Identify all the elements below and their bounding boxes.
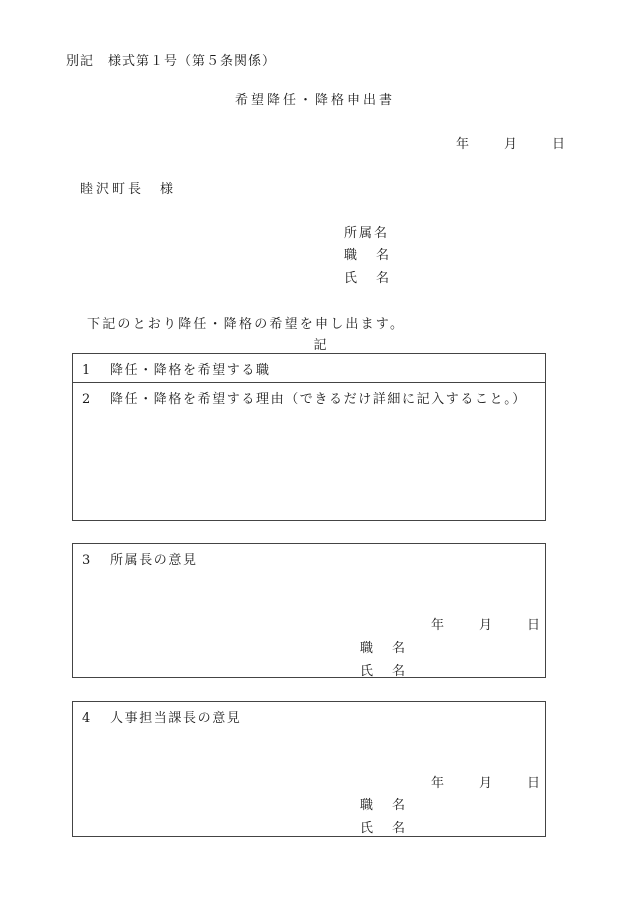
item-number: 1 <box>82 363 92 378</box>
name-label-char-2: 名 <box>392 664 406 679</box>
post-label <box>344 244 389 263</box>
item-number: 2 <box>82 392 92 407</box>
hr-manager-opinion-box <box>72 701 546 837</box>
item-reason <box>82 388 527 407</box>
item-number: 3 <box>82 553 92 568</box>
affiliation-label: 所属名 <box>344 226 390 241</box>
post-label-char-1: 職 <box>360 798 374 813</box>
name-label-char-1: 氏 <box>360 821 374 836</box>
addressee: 睦沢町長 様 <box>80 182 177 197</box>
name-label <box>344 267 389 286</box>
date-year-label: 年 <box>431 776 445 791</box>
date-month-label: 月 <box>504 137 518 152</box>
desired-post-and-reason-box <box>72 353 546 521</box>
opinion-date <box>431 614 540 633</box>
date-day-label: 日 <box>552 137 566 152</box>
date-month-label: 月 <box>479 618 493 633</box>
date-year-label: 年 <box>456 137 470 152</box>
item-hr-manager-opinion <box>82 707 241 726</box>
post-label-char-1: 職 <box>344 248 358 263</box>
date-day-label: 日 <box>527 618 541 633</box>
post-label-char-2: 名 <box>392 798 406 813</box>
form-reference: 別記 様式第１号（第５条関係） <box>66 54 277 69</box>
name-label-char-1: 氏 <box>360 664 374 679</box>
post-label-char-2: 名 <box>376 248 390 263</box>
opinion-date <box>431 772 540 791</box>
name-label-char-2: 名 <box>376 271 390 286</box>
document-title: 希望降任・降格申出書 <box>234 93 395 108</box>
item-desired-post <box>82 359 271 378</box>
name-label <box>360 817 405 836</box>
submission-date <box>456 133 565 152</box>
post-label <box>360 794 405 813</box>
post-label <box>360 637 405 656</box>
ki-heading: 記 <box>313 338 327 353</box>
item-label: 所属長の意見 <box>110 553 198 568</box>
item-label: 降任・降格を希望する理由（できるだけ詳細に記入すること。） <box>110 392 527 407</box>
intro-statement: 下記のとおり降任・降格の希望を申し出ます。 <box>87 317 406 332</box>
item-department-head-opinion <box>82 549 198 568</box>
divider <box>73 382 545 383</box>
item-label: 降任・降格を希望する職 <box>110 363 271 378</box>
name-label-char-2: 名 <box>392 821 406 836</box>
department-head-opinion-box <box>72 543 546 678</box>
name-label-char-1: 氏 <box>344 271 358 286</box>
item-label: 人事担当課長の意見 <box>110 711 242 726</box>
name-label <box>360 660 405 679</box>
post-label-char-1: 職 <box>360 641 374 656</box>
item-number: 4 <box>82 711 92 726</box>
date-day-label: 日 <box>527 776 541 791</box>
post-label-char-2: 名 <box>392 641 406 656</box>
date-year-label: 年 <box>431 618 445 633</box>
date-month-label: 月 <box>479 776 493 791</box>
